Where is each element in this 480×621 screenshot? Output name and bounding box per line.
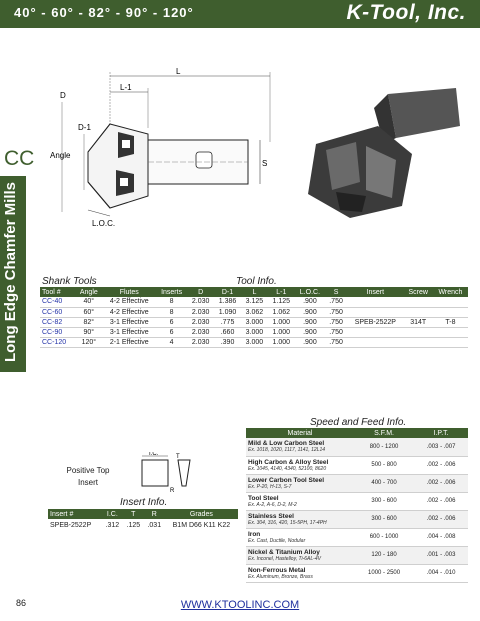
table-cell [433,307,468,317]
table-cell: .125 [126,521,141,529]
material-name: Tool Steel [248,494,279,502]
material-name: Iron [248,530,261,538]
table-row [246,492,468,510]
table-cell [347,327,404,337]
dim-L1-label: L-1 [120,83,132,92]
table-cell: .750 [325,337,347,347]
table-cell [433,327,468,337]
col-header: L [241,287,268,297]
sfm-cell: 1000 - 2500 [354,564,414,582]
insert-info-table [48,509,238,531]
table-row [40,317,468,327]
table-cell: 3.062 [241,307,268,317]
table-header-row [40,287,468,297]
table-cell: 1.000 [268,337,295,347]
tool-info-title: Tool Info. [236,276,277,287]
tool-drawing [48,62,280,232]
table-cell: .312 [105,521,120,529]
speed-feed-title: Speed and Feed Info. [310,417,407,428]
ipt-cell: .002 - .006 [414,456,468,474]
table-cell: SPEB-2522P [50,521,92,529]
col-header: T [123,509,144,519]
table-cell: 60° [75,307,102,317]
table-cell: 8 [156,297,187,307]
table-row [246,528,468,546]
shank-tools-title: Shank Tools [42,276,97,287]
r-label: R [170,488,175,494]
table-header-row [246,428,468,438]
col-header: Wrench [433,287,468,297]
table-cell: .660 [214,327,241,337]
table-cell [404,337,433,347]
table-cell: 2-1 Effective [103,337,156,347]
table-cell: .900 [295,337,325,347]
table-cell: SPEB-2522P [347,317,404,327]
table-cell: 314T [404,317,433,327]
col-header: D-1 [214,287,241,297]
product-photo [296,86,464,226]
side-title: Long Edge Chamfer Mills [2,182,19,363]
col-header: R [144,509,165,519]
table-cell: T-8 [433,317,468,327]
table-cell: 2.030 [187,337,214,347]
angle-label: Angle [50,151,71,160]
table-row [246,474,468,492]
table-cell: .031 [147,521,162,529]
col-header: S.F.M. [354,428,414,438]
ipt-cell: .001 - .003 [414,546,468,564]
table-row [246,456,468,474]
col-header: I.C. [102,509,123,519]
material-examples: Ex. Cast, Ductile, Nodular [248,537,306,544]
material-examples: Ex. P-20, H-13, S-7 [248,483,292,490]
table-cell: 90° [75,327,102,337]
tool-link[interactable]: CC-120 [40,337,75,347]
tool-link[interactable]: CC-90 [40,327,75,337]
table-row [40,307,468,317]
table-row [246,546,468,564]
table-cell [347,307,404,317]
material-name: Stainless Steel [248,512,294,520]
table-cell: .900 [295,297,325,307]
col-header: Grades [165,509,238,519]
col-header: I.P.T. [414,428,468,438]
table-cell: 3.000 [241,327,268,337]
table-cell: .900 [295,317,325,327]
sfm-cell: 500 - 800 [354,456,414,474]
speed-feed-table [246,428,468,583]
page-number: 86 [16,598,27,608]
table-cell: .750 [325,327,347,337]
material-cell [246,438,354,456]
table-cell: 3.125 [241,297,268,307]
table-cell: 1.125 [268,297,295,307]
col-header: S [325,287,347,297]
table-cell [347,297,404,307]
sfm-cell: 300 - 600 [354,510,414,528]
col-header: D [187,287,214,297]
table-cell: .900 [295,327,325,337]
table-cell: 3.000 [241,317,268,327]
insert-info-title: Insert Info. [120,497,168,508]
material-cell [246,492,354,510]
material-cell [246,510,354,528]
table-cell [404,327,433,337]
material-cell [246,474,354,492]
ipt-cell: .004 - .010 [414,564,468,582]
tool-link[interactable]: CC-60 [40,307,75,317]
ipt-cell: .003 - .007 [414,438,468,456]
table-row [40,297,468,307]
table-cell: 3.000 [241,337,268,347]
table-row [246,564,468,582]
header-bar [0,0,480,28]
material-examples: Ex. Inconel, Hastelloy, Ti-6AL-4V [248,555,321,562]
sfm-cell: 800 - 1200 [354,438,414,456]
table-cell: .900 [295,307,325,317]
series-code: CC [4,147,35,170]
col-header: Tool # [40,287,75,297]
table-cell: B1M D66 K11 K22 [172,521,231,529]
col-header: Insert # [48,509,102,519]
dim-loc-label: L.O.C. [92,219,116,228]
dim-D1-label: D-1 [78,123,91,132]
sfm-cell: 400 - 700 [354,474,414,492]
angles-range: 40° - 60° - 82° - 90° - 120° [14,5,194,20]
material-examples: Ex. A-2, A-6, D-2, M-2 [248,501,297,508]
table-cell: 3-1 Effective [103,317,156,327]
brand-logo: K-Tool, Inc. [346,1,466,24]
table-cell [404,297,433,307]
table-cell: 82° [75,317,102,327]
table-cell: .750 [325,297,347,307]
col-header: Angle [75,287,102,297]
table-cell: 2.030 [187,307,214,317]
table-cell: .775 [214,317,241,327]
sfm-cell: 120 - 180 [354,546,414,564]
insert-type-label: Positive Top Insert [66,466,110,487]
table-cell: 3-1 Effective [103,327,156,337]
ipt-cell: .002 - .006 [414,510,468,528]
table-header-row [48,509,238,519]
table-row [48,519,238,531]
table-row [246,510,468,528]
table-cell: 1.090 [214,307,241,317]
tool-link[interactable]: CC-40 [40,297,75,307]
table-cell: 1.000 [268,327,295,337]
material-name: Non-Ferrous Metal [248,566,306,574]
material-cell [246,564,354,582]
table-cell: 4-2 Effective [103,297,156,307]
table-cell: 6 [156,317,187,327]
material-examples: Ex. 1018, 1020, 1117, 1141, 12L14 [248,447,326,454]
material-name: Lower Carbon Tool Steel [248,476,325,484]
dim-L-label: L [176,67,181,76]
table-cell: 2.030 [187,317,214,327]
table-row [40,327,468,337]
ipt-cell: .004 - .008 [414,528,468,546]
material-cell [246,546,354,564]
col-header: Insert [347,287,404,297]
table-cell [433,297,468,307]
col-header: Material [246,428,354,438]
table-cell: 2.030 [187,327,214,337]
material-examples: Ex. 1045, 4140, 4340, 52100, 8620 [248,465,327,472]
material-cell [246,528,354,546]
material-name: Mild & Low Carbon Steel [248,440,325,448]
table-cell: 1.386 [214,297,241,307]
dim-D-label: D [60,91,66,100]
ipt-cell: .002 - .006 [414,492,468,510]
table-cell: 40° [75,297,102,307]
ic-label: I.C. [149,452,159,457]
insert-diagram [138,452,200,494]
shank-tools-table [40,287,468,348]
ipt-cell: .002 - .006 [414,474,468,492]
table-cell: .390 [214,337,241,347]
col-header: Screw [404,287,433,297]
table-cell: 6 [156,327,187,337]
t-label: T [176,454,180,460]
col-header: L.O.C. [295,287,325,297]
table-cell: 1.062 [268,307,295,317]
material-cell [246,456,354,474]
table-cell: 4-2 Effective [103,307,156,317]
table-cell: 2.030 [187,297,214,307]
sfm-cell: 300 - 600 [354,492,414,510]
material-examples: Ex. 304, 316, 420, 15-5PH, 17-4PH [248,519,327,526]
table-cell [404,307,433,317]
table-row [246,438,468,456]
table-cell: .750 [325,317,347,327]
material-name: High Carbon & Alloy Steel [248,458,329,466]
material-name: Nickel & Titanium Alloy [248,548,320,556]
table-cell: 1.000 [268,317,295,327]
table-cell [347,337,404,347]
website-link[interactable]: WWW.KTOOLINC.COM [180,599,300,611]
table-row [40,337,468,347]
material-examples: Ex. Aluminum, Bronze, Brass [248,573,313,580]
table-cell: 4 [156,337,187,347]
tool-link[interactable]: CC-82 [40,317,75,327]
table-cell [433,337,468,347]
table-cell: .750 [325,307,347,317]
dim-S-label: S [262,159,268,168]
table-cell: 120° [75,337,102,347]
sfm-cell: 600 - 1000 [354,528,414,546]
table-cell: 8 [156,307,187,317]
col-header: L-1 [268,287,295,297]
col-header: Flutes [103,287,156,297]
col-header: Inserts [156,287,187,297]
